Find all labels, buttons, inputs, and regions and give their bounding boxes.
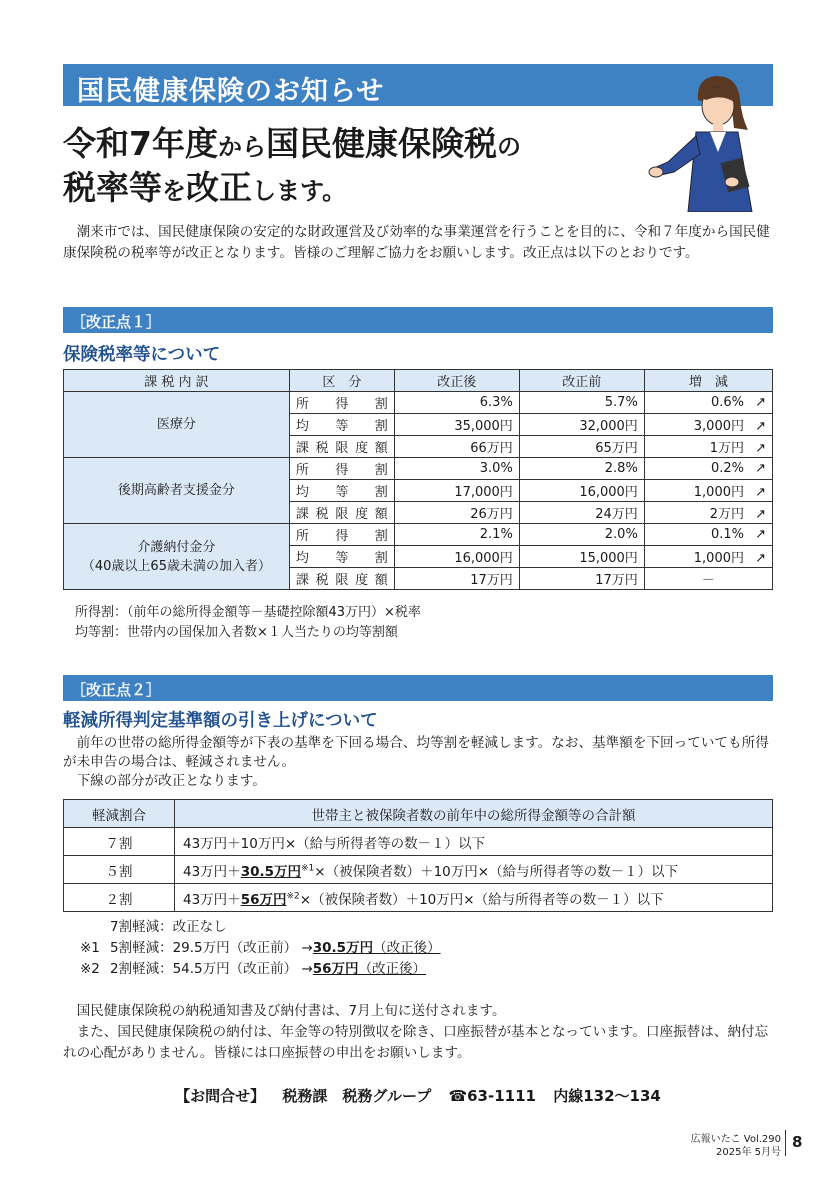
closing-paragraph — [63, 1001, 775, 1064]
reduction-note-mark: ※2 — [80, 961, 100, 977]
reduction-note-new-value: 56万円 — [312, 961, 359, 977]
tax-after-value: 6.3% — [394, 392, 519, 414]
reduction-note-new-value: 30.5万円 — [312, 940, 374, 956]
tax-after-value: 66万円 — [394, 436, 519, 458]
tax-before-value: 24万円 — [519, 502, 644, 524]
reduction-note — [80, 917, 441, 938]
reduction-note — [80, 938, 441, 959]
reduction-formula-post: ×（被保険者数）＋10万円×（給与所得者等の数－１）以下 — [299, 891, 664, 908]
tax-diff-value: － — [701, 573, 715, 588]
reduction-formula-pre: 43万円＋ — [183, 891, 241, 908]
reduction-note-mark — [80, 917, 110, 938]
tax-category-name: 介護納付金分 — [137, 539, 216, 555]
reduction-row — [64, 856, 773, 884]
tax-row-label: 課税限度額 — [289, 568, 394, 590]
reduction-note-tail: （改正後） — [358, 961, 427, 977]
contact-dept: 税務課 税務グループ — [282, 1087, 432, 1105]
tax-diff-cell — [644, 568, 772, 590]
reduction-note — [80, 959, 441, 980]
tax-diff-cell — [644, 480, 772, 502]
tax-diff-value: 1万円 — [709, 441, 744, 456]
tax-after-value: 17万円 — [394, 568, 519, 590]
section-2-underline-note: 下線の部分が改正となります。 — [76, 773, 266, 789]
reduction-rate: ７割 — [64, 828, 175, 856]
banner-title: 国民健康保険のお知らせ — [77, 76, 385, 107]
tax-category-subname: （40歳以上65歳未満の加入者） — [81, 558, 271, 574]
tax-diff-value: 1,000円 — [693, 485, 744, 500]
reduction-formula-post: ×（被保険者数）＋10万円×（給与所得者等の数－１）以下 — [314, 863, 679, 880]
tax-diff-cell — [644, 502, 772, 524]
headline-segment: 税率等 — [63, 168, 162, 207]
headline-segment: から — [217, 133, 266, 161]
reduction-formula-changed: 30.5万円 — [240, 863, 301, 880]
reduction-note-text: 7割軽減：改正なし — [110, 919, 227, 935]
reduction-rate: ５割 — [64, 856, 175, 884]
tax-after-value: 26万円 — [394, 502, 519, 524]
headline-segment: します。 — [252, 177, 347, 205]
tax-category — [64, 458, 290, 524]
reduction-row — [64, 884, 773, 912]
contact-extension: 内線132～134 — [553, 1087, 661, 1105]
section-2-notes — [80, 917, 441, 980]
tax-after-value: 35,000円 — [394, 414, 519, 436]
reduction-table — [63, 799, 773, 912]
tax-before-value: 2.0% — [519, 524, 644, 546]
increase-arrow-icon: ↗ — [755, 419, 766, 434]
reduction-header-formula: 世帯主と被保険者数の前年中の総所得金額等の合計額 — [175, 800, 773, 828]
contact-label: 【お問合せ】 — [175, 1087, 266, 1105]
tax-rate-table — [63, 369, 773, 590]
tax-row-label: 所得割 — [289, 458, 394, 480]
section-1-label: ［改正点１］ — [71, 313, 162, 331]
tax-after-value: 2.1% — [394, 524, 519, 546]
tax-row-label: 均等割 — [289, 546, 394, 568]
tax-before-value: 15,000円 — [519, 546, 644, 568]
headline-segment: を — [162, 177, 186, 205]
reduction-header-rate: 軽減割合 — [64, 800, 175, 828]
section-2-title: 軽減所得判定基準額の引き上げについて — [63, 711, 378, 731]
tax-table-header: 課 税 内 訳 — [64, 370, 290, 392]
tax-diff-value: 2万円 — [709, 507, 744, 522]
tax-after-value: 16,000円 — [394, 546, 519, 568]
note-income: 所得割：（前年の総所得金額等－基礎控除額43万円）×税率 — [75, 605, 421, 620]
presenter-illustration — [648, 70, 768, 212]
reduction-row — [64, 828, 773, 856]
increase-arrow-icon: ↗ — [755, 507, 766, 522]
reduction-formula — [175, 884, 773, 912]
section-2-bar — [63, 675, 773, 701]
tax-diff-value: 3,000円 — [693, 419, 744, 434]
tax-row-label: 課税限度額 — [289, 502, 394, 524]
tax-table-row — [64, 392, 773, 414]
tax-table-header: 改正前 — [519, 370, 644, 392]
tax-table-header: 改正後 — [394, 370, 519, 392]
tax-before-value: 17万円 — [519, 568, 644, 590]
tax-diff-cell — [644, 392, 772, 414]
section-2-text: 前年の世帯の総所得金額等が下表の基準を下回る場合、均等割を軽減します。なお、基準額を下回っていても所得が未申告の場合は、軽減されません。 — [63, 735, 769, 770]
reduction-footnote-mark: ※2 — [286, 891, 300, 901]
tax-before-value: 65万円 — [519, 436, 644, 458]
reduction-note-text: 5割軽減：29.5万円（改正前） → — [110, 940, 313, 956]
tax-diff-value: 0.6% — [710, 395, 744, 410]
increase-arrow-icon: ↗ — [755, 551, 766, 566]
reduction-formula-text: 43万円＋10万円×（給与所得者等の数－１）以下 — [183, 835, 486, 852]
note-equal: 均等割：世帯内の国保加入者数×１人当たりの均等割額 — [75, 625, 398, 640]
tax-category-name: 後期高齢者支援金分 — [117, 483, 235, 498]
headline-line-2 — [63, 162, 346, 209]
reduction-note-mark: ※1 — [80, 940, 100, 956]
headline-segment: 令和7年度 — [63, 124, 218, 163]
increase-arrow-icon: ↗ — [755, 461, 766, 476]
section-2-paragraph — [63, 734, 775, 791]
tax-before-value: 5.7% — [519, 392, 644, 414]
tax-before-value: 2.8% — [519, 458, 644, 480]
page-number: 8 — [792, 1133, 803, 1151]
contact-info — [0, 1085, 836, 1106]
tax-table-row — [64, 458, 773, 480]
reduction-note-tail: （改正後） — [373, 940, 441, 956]
tax-diff-cell — [644, 546, 772, 568]
tax-category — [64, 524, 290, 590]
tax-table-header: 区 分 — [289, 370, 394, 392]
intro-paragraph: 潮来市では、国民健康保険の安定的な財政運営及び効率的な事業運営を行うことを目的に、令和７年度から国民健康保険税の税率等が改正となります。皆様のご理解ご協力をお願いします。改正点は以下のとおりです。 — [63, 224, 770, 261]
tax-before-value: 32,000円 — [519, 414, 644, 436]
increase-arrow-icon: ↗ — [755, 441, 766, 456]
closing-line-1: 国民健康保険税の納税通知書及び納付書は、7月上旬に送付されます。 — [76, 1003, 506, 1019]
tax-before-value: 16,000円 — [519, 480, 644, 502]
tax-after-value: 3.0% — [394, 458, 519, 480]
reduction-note-text: 2割軽減：54.5万円（改正前） → — [110, 961, 313, 977]
reduction-rate: ２割 — [64, 884, 175, 912]
headline-segment: 改正 — [186, 168, 252, 207]
section-1-notes — [75, 603, 421, 643]
headline-segment: 国民健康保険税 — [265, 124, 497, 163]
reduction-footnote-mark: ※1 — [301, 863, 315, 873]
tax-row-label: 均等割 — [289, 414, 394, 436]
tax-row-label: 課税限度額 — [289, 436, 394, 458]
increase-arrow-icon: ↗ — [755, 527, 766, 542]
tax-diff-cell — [644, 524, 772, 546]
section-1-title: 保険税率等について — [63, 345, 221, 365]
tax-diff-value: 1,000円 — [693, 551, 744, 566]
tax-row-label: 所得割 — [289, 524, 394, 546]
footer-magazine: 広報いたこ Vol.290 — [690, 1134, 781, 1145]
closing-line-2: また、国民健康保険税の納付は、年金等の特別徴収を除き、口座振替が基本となっています。口座振替は、納付忘れの心配がありません。皆様には口座振替の申出をお願いします。 — [63, 1024, 769, 1061]
section-2-label: ［改正点２］ — [71, 681, 162, 699]
reduction-formula — [175, 828, 773, 856]
tax-row-label: 所得割 — [289, 392, 394, 414]
reduction-formula-changed: 56万円 — [240, 891, 287, 908]
tax-category — [64, 392, 290, 458]
tax-diff-cell — [644, 436, 772, 458]
increase-arrow-icon: ↗ — [755, 395, 766, 410]
reduction-formula — [175, 856, 773, 884]
footer — [691, 1133, 781, 1159]
tax-diff-value: 0.2% — [710, 461, 744, 476]
headline-segment: の — [496, 133, 521, 161]
footer-date: 2025年 5月号 — [716, 1147, 781, 1158]
tax-table-header: 増 減 — [644, 370, 772, 392]
increase-arrow-icon: ↗ — [755, 485, 766, 500]
page-divider — [785, 1130, 786, 1156]
reduction-formula-pre: 43万円＋ — [183, 863, 241, 880]
tax-after-value: 17,000円 — [394, 480, 519, 502]
contact-phone[interactable]: ☎63-1111 — [448, 1087, 536, 1105]
tax-diff-value: 0.1% — [710, 527, 744, 542]
section-1-bar — [63, 307, 773, 333]
tax-diff-cell — [644, 458, 772, 480]
headline-line-1 — [63, 118, 521, 165]
tax-diff-cell — [644, 414, 772, 436]
tax-category-name: 医療分 — [156, 417, 196, 432]
tax-row-label: 均等割 — [289, 480, 394, 502]
tax-table-row — [64, 524, 773, 546]
